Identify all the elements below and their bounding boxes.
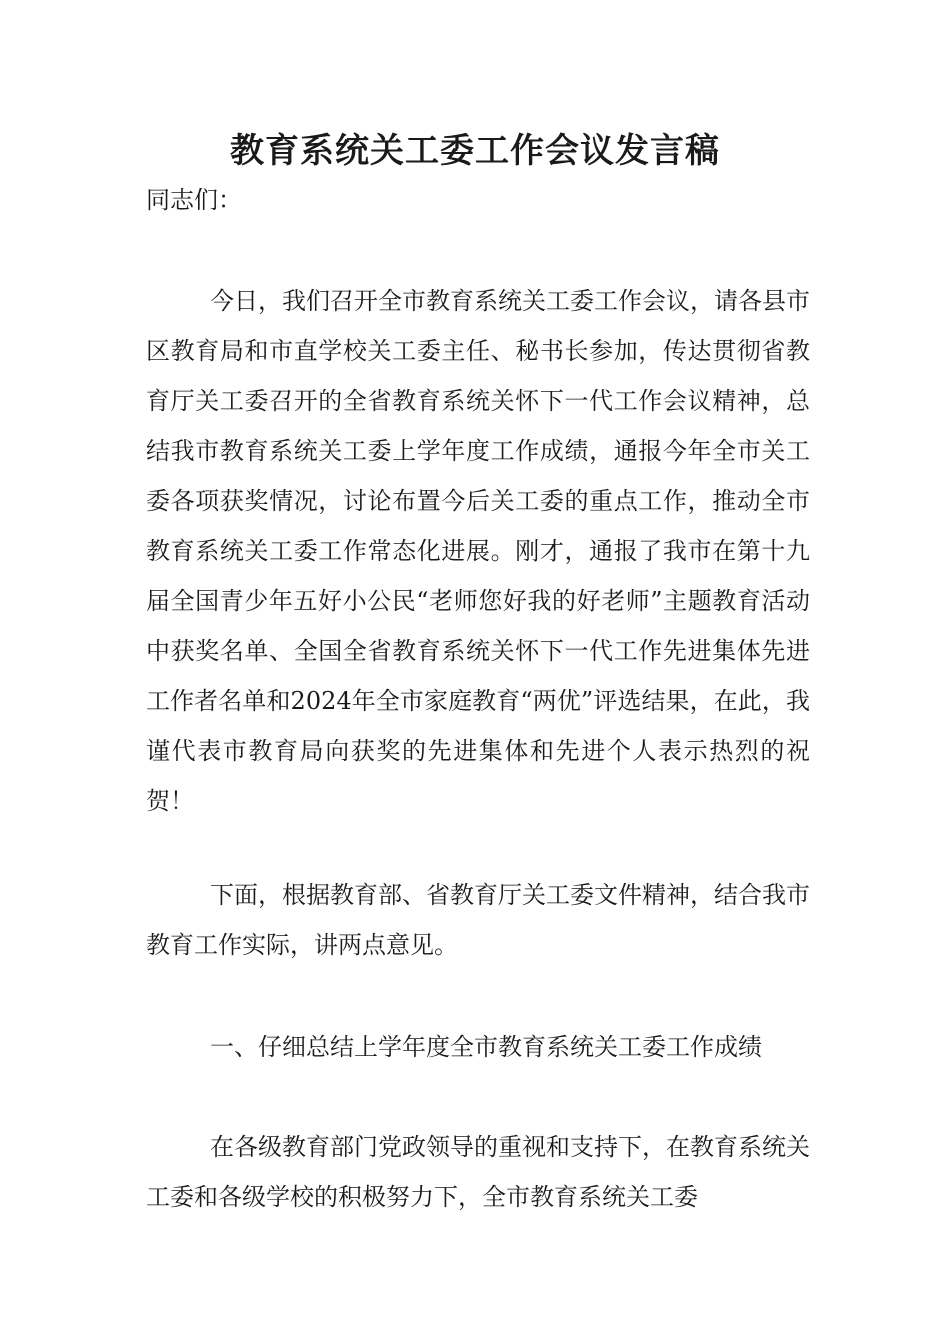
paragraph-transition: 下面，根据教育部、省教育厅关工委文件精神，结合我市教育工作实际，讲两点意见。 (146, 881, 810, 959)
paragraph-section-1: 在各级教育部门党政领导的重视和支持下，在教育系统关工委和各级学校的积极努力下，全市教育系统关工委 (146, 1133, 810, 1211)
section-heading-1: 一、仔细总结上学年度全市教育系统关工委工作成绩 (210, 1033, 762, 1061)
document-title: 教育系统关工委工作会议发言稿 (230, 131, 720, 171)
salutation: 同志们： (146, 186, 242, 214)
paragraph-opening: 今日，我们召开全市教育系统关工委工作会议，请各县市区教育局和市直学校关工委主任、秘书长参加，传达贯彻省教育厅关工委召开的全省教育系统关怀下一代工作会议精神，总结我市教育系统关工委上学年度工作成绩，通报今年全市关工委各项获奖情况，讨论布置今后关工委的重点工作，推动全市教育系统关工委工作常态化进展。刚才，通报了我市在第十九届全国青少年五好小公民“老师您好我的好老师”主题教育活动中获奖名单、全国全省教育系统关怀下一代工作先进集体先进工作者名单和2024年全市家庭教育“两优”评选结果，在此，我谨代表市教育局向获奖的先进集体和先进个人表示热烈的祝贺！ (146, 287, 810, 815)
